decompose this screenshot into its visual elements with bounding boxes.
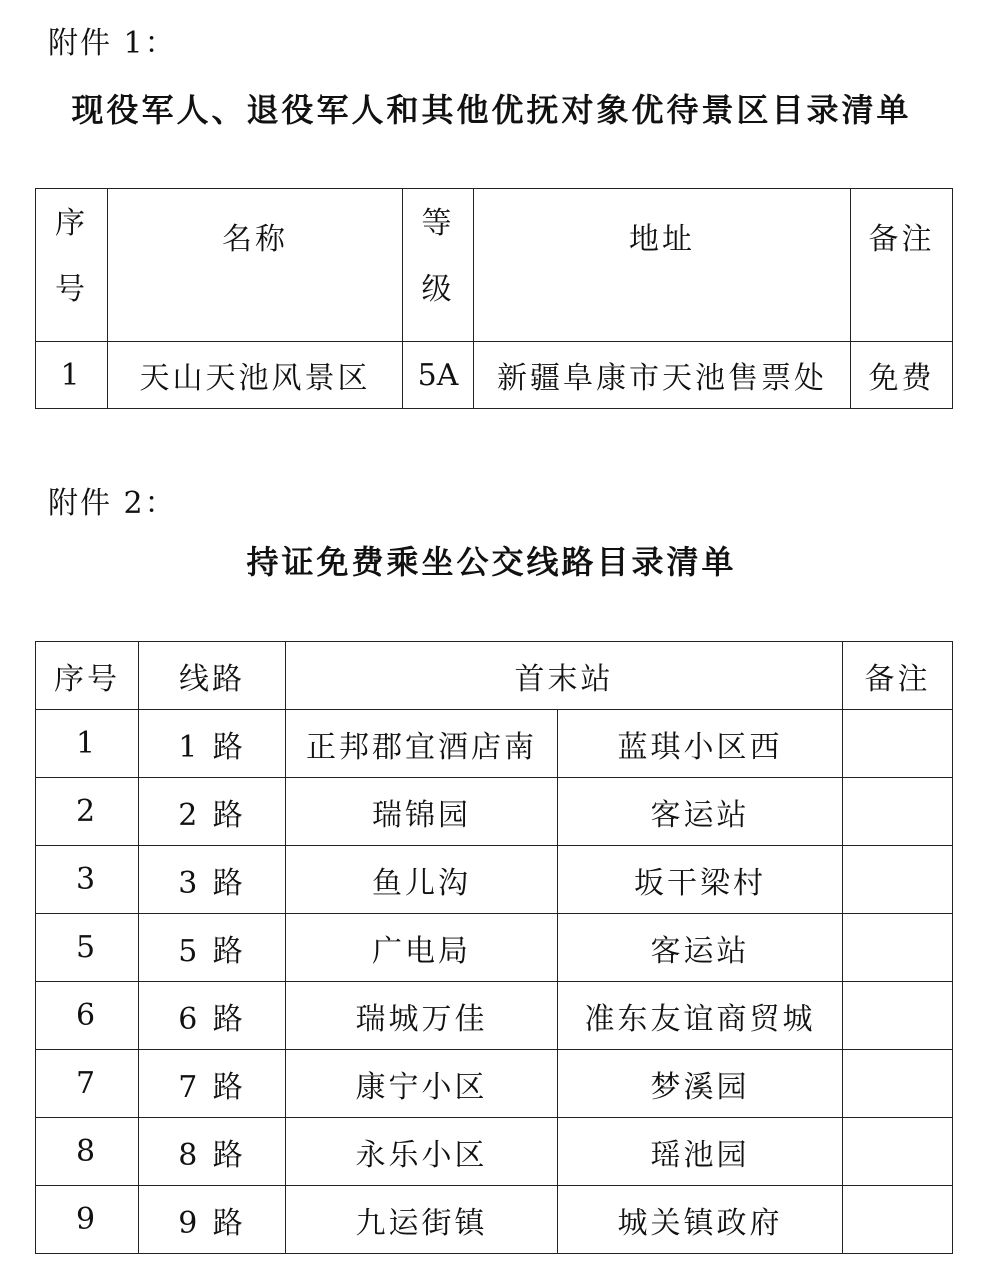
- cell-remark: [843, 982, 953, 1050]
- attachment-2-label: 附件 2：: [48, 486, 177, 521]
- cell-route: 7 路: [139, 1050, 286, 1118]
- cell-last-stop: 坂干梁村: [558, 846, 843, 914]
- cell-route: 8 路: [139, 1118, 286, 1186]
- bus-routes-table: [35, 641, 953, 1254]
- scenic-areas-table: [35, 188, 953, 409]
- table-row: [36, 1118, 953, 1186]
- cell-seq: 3: [36, 846, 139, 914]
- cell-remark: [843, 778, 953, 846]
- table-row: [36, 914, 953, 982]
- cell-seq: 6: [36, 982, 139, 1050]
- header-remark: 备注: [843, 642, 953, 710]
- cell-remark: [843, 710, 953, 778]
- header-level: 等 级: [403, 189, 474, 342]
- cell-seq: 2: [36, 778, 139, 846]
- cell-route: 2 路: [139, 778, 286, 846]
- cell-route: 6 路: [139, 982, 286, 1050]
- header-seq: 序 号: [36, 189, 108, 342]
- header-stops: 首末站: [286, 642, 843, 710]
- cell-route: 1 路: [139, 710, 286, 778]
- cell-first-stop: 永乐小区: [286, 1118, 558, 1186]
- cell-seq: 9: [36, 1186, 139, 1254]
- cell-first-stop: 正邦郡宜酒店南: [286, 710, 558, 778]
- cell-first-stop: 瑞锦园: [286, 778, 558, 846]
- attachment-1-label: 附件 1：: [48, 26, 177, 61]
- cell-remark: 免费: [851, 342, 953, 409]
- cell-last-stop: 客运站: [558, 914, 843, 982]
- cell-level: 5A: [403, 342, 474, 409]
- cell-remark: [843, 1186, 953, 1254]
- cell-remark: [843, 1118, 953, 1186]
- cell-first-stop: 瑞城万佳: [286, 982, 558, 1050]
- attachment-2-title: 持证免费乘坐公交线路目录清单: [246, 543, 737, 581]
- table-row: [36, 778, 953, 846]
- cell-last-stop: 客运站: [558, 778, 843, 846]
- header-remark: 备注: [851, 189, 953, 342]
- table-row: [36, 846, 953, 914]
- table-header-row: [36, 642, 953, 710]
- table-row: [36, 982, 953, 1050]
- header-address: 地址: [474, 189, 851, 342]
- table-row: [36, 342, 953, 409]
- table-row: [36, 710, 953, 778]
- cell-seq: 1: [36, 710, 139, 778]
- cell-remark: [843, 1050, 953, 1118]
- cell-seq: 7: [36, 1050, 139, 1118]
- cell-seq: 8: [36, 1118, 139, 1186]
- attachment-1-title: 现役军人、退役军人和其他优抚对象优待景区目录清单: [71, 91, 912, 129]
- cell-address: 新疆阜康市天池售票处: [474, 342, 851, 409]
- cell-first-stop: 鱼儿沟: [286, 846, 558, 914]
- table-row: [36, 1186, 953, 1254]
- cell-last-stop: 瑶池园: [558, 1118, 843, 1186]
- cell-last-stop: 蓝琪小区西: [558, 710, 843, 778]
- table-row: [36, 1050, 953, 1118]
- cell-name: 天山天池风景区: [108, 342, 403, 409]
- header-name: 名称: [108, 189, 403, 342]
- header-route: 线路: [139, 642, 286, 710]
- cell-first-stop: 广电局: [286, 914, 558, 982]
- cell-first-stop: 康宁小区: [286, 1050, 558, 1118]
- cell-last-stop: 准东友谊商贸城: [558, 982, 843, 1050]
- cell-remark: [843, 846, 953, 914]
- table-header-row: [36, 189, 953, 342]
- cell-last-stop: 城关镇政府: [558, 1186, 843, 1254]
- cell-last-stop: 梦溪园: [558, 1050, 843, 1118]
- cell-first-stop: 九运街镇: [286, 1186, 558, 1254]
- cell-remark: [843, 914, 953, 982]
- cell-route: 5 路: [139, 914, 286, 982]
- cell-seq: 1: [36, 342, 108, 409]
- cell-route: 3 路: [139, 846, 286, 914]
- cell-seq: 5: [36, 914, 139, 982]
- header-seq: 序号: [36, 642, 139, 710]
- cell-route: 9 路: [139, 1186, 286, 1254]
